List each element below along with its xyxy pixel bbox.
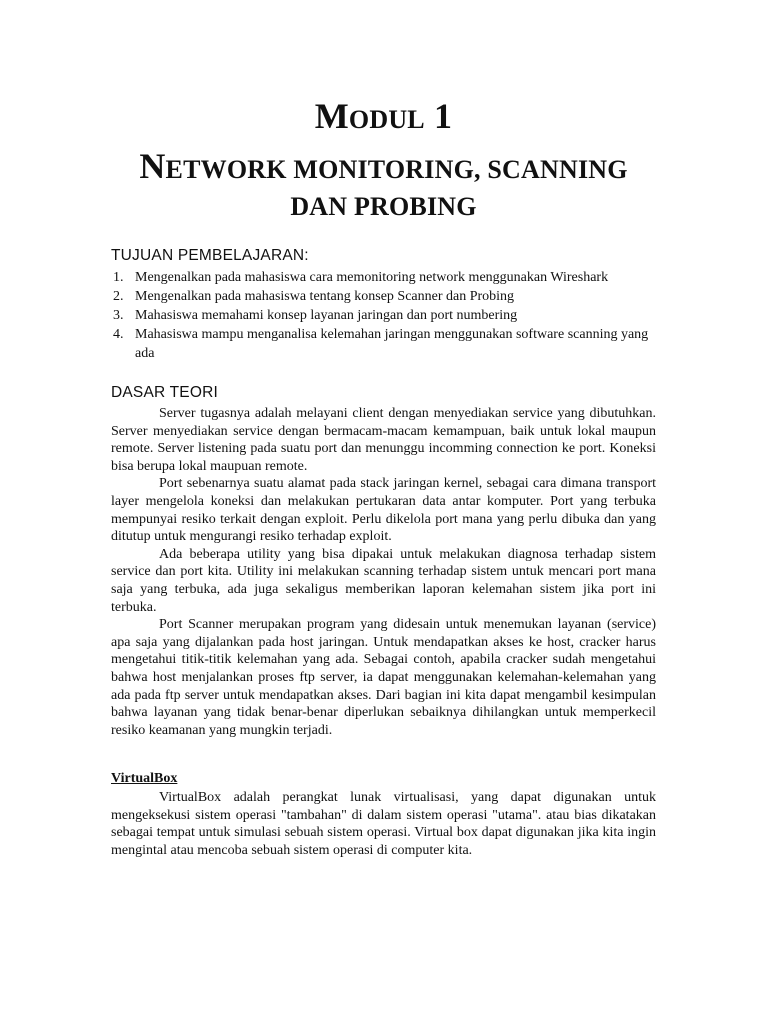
list-item	[111, 306, 656, 325]
list-item-text: Mahasiswa mampu menganalisa kelemahan jaringan menggunakan software scanning yang ada	[135, 327, 649, 361]
module-title-rest: ODUL	[348, 105, 425, 134]
module-title	[111, 95, 656, 137]
list-item	[111, 287, 656, 306]
module-subtitle-line2: DAN PROBING	[290, 192, 477, 221]
list-item-text: Mengenalkan pada mahasiswa cara memonitoring network menggunakan Wireshark	[135, 270, 609, 285]
list-item-text: Mahasiswa memahami konsep layanan jaringan dan port numbering	[135, 308, 518, 323]
list-item	[111, 325, 656, 363]
subtitle-rest: ETWORK MONITORING, SCANNING	[165, 155, 628, 184]
module-number: 1	[434, 96, 453, 136]
learning-goals-list	[111, 268, 656, 363]
paragraph: VirtualBox adalah perangkat lunak virtualisasi, yang dapat digunakan untuk mengeksekusi sistem operasi "tambahan" di dalam sistem operasi "utama". atau bias dikatakan sebagai tempat untuk simulasi sebuah sistem operasi. Virtual box dapat digunakan jika kita ingin mengintal atau mencoba sebuah sistem operasi di computer kita.	[111, 790, 656, 858]
paragraph: Port sebenarnya suatu alamat pada stack jaringan kernel, sebagai cara dimana transport layer mengelola koneksi dan melakukan pertukaran data antar komputer. Port yang terbuka mempunyai resiko terkait dengan exploit. Perlu dikelola port mana yang perlu dibuka dan yang ditutup untuk mengurangi resiko terhadap exploit.	[111, 476, 656, 545]
paragraph: Port Scanner merupakan program yang didesain untuk menemukan layanan (service) apa saja yang dijalankan pada host jaringan. Untuk mendapatkan akses ke host, cracker harus mengetahui titik-titik kelemahan yang ada. Sebagai contoh, apabila cracker sudah mengetahui bahwa host menjalankan proses ftp server, ia dapat menggunakan kelemahan-kelemahan yang ada pada ftp server untuk mendapatkan akses. Dari bagian ini kita dapat mengambil kesimpulan bahwa layanan yang tidak benar-benar diperlukan sebaiknya dihilangkan untuk memperkecil resiko keamanan yang mungkin terjadi.	[111, 617, 656, 738]
dasar-teori-heading: DASAR TEORI	[111, 384, 218, 401]
list-item-number: 3.	[113, 308, 124, 323]
module-title-initial: M	[314, 96, 349, 136]
list-item	[111, 268, 656, 287]
subtitle-initial: N	[139, 146, 166, 186]
paragraph: Ada beberapa utility yang bisa dipakai untuk melakukan diagnosa terhadap sistem service dan port kita. Utility ini melakukan scanning terhadap sistem untuk mencari port mana saja yang terbuka, ada juga sekaligus memberikan laporan kelemahan sistem jika port ini terbuka.	[111, 546, 656, 615]
list-item-text: Mengenalkan pada mahasiswa tentang konsep Scanner dan Probing	[135, 289, 515, 304]
list-item-number: 4.	[113, 327, 124, 342]
list-item-number: 1.	[113, 270, 124, 285]
paragraph: Server tugasnya adalah melayani client dengan menyediakan service yang dibutuhkan. Server menyediakan service dengan bermacam-macam kemampuan, baik untuk lokal maupun remote. Server listening pada suatu port dan menunggu incomming connection ke port. Koneksi bisa berupa lokal maupuan remote.	[111, 406, 656, 474]
tujuan-heading: TUJUAN PEMBELAJARAN:	[111, 247, 309, 264]
virtualbox-heading: VirtualBox	[111, 771, 178, 786]
dasar-teori-body	[111, 405, 656, 739]
list-item-number: 2.	[113, 289, 124, 304]
module-subtitle-line1	[111, 145, 656, 187]
virtualbox-body	[111, 789, 656, 859]
